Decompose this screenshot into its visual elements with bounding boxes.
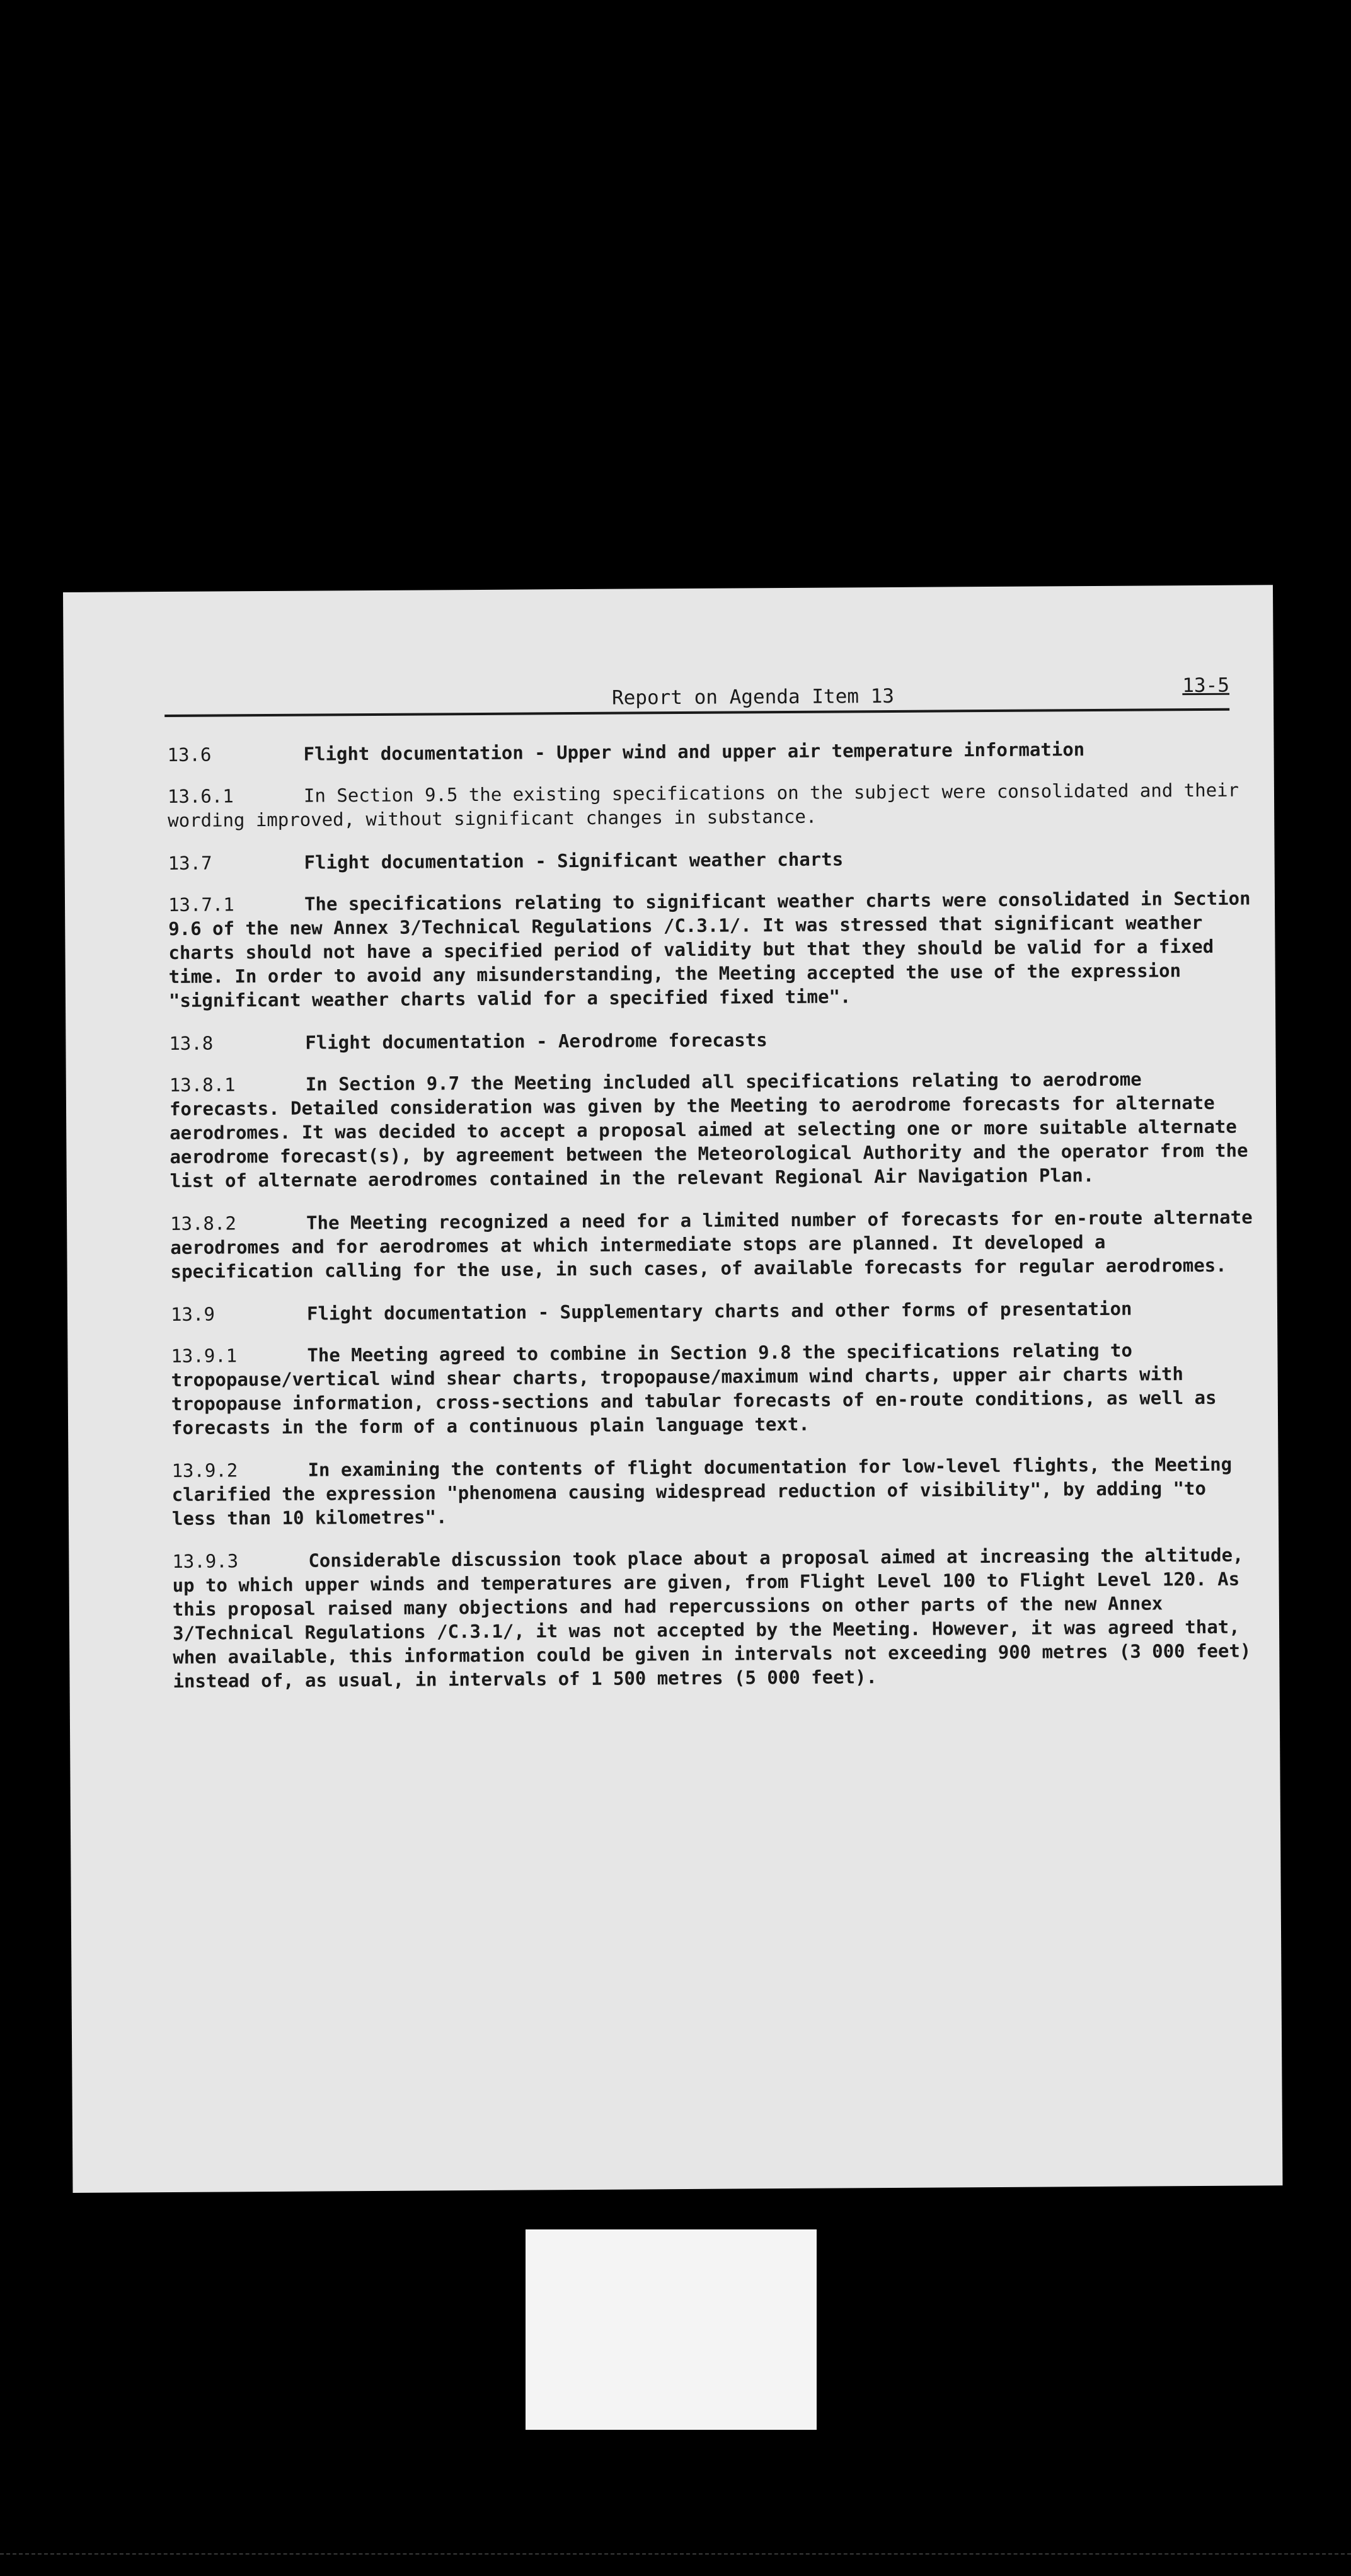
section-title: Flight documentation - Significant weather charts	[304, 848, 844, 873]
paragraph-text: Considerable discussion took place about a proposal aimed at increasing the altitude, up to which upper winds and temperatures are given, from Flight Level 100 to Flight Level 120. As this proposal raised many objections and had repercussions on other parts of the new Annex 3/Technical Regulations /C.3.1/, it was not accepted by the Meeting. However, it was agreed that, when available, this information could be given in intervals not exceeding 900 metres (3 000 feet) instead of, as usual, in intervals of 1 500 metres (5 000 feet).	[172, 1544, 1251, 1692]
paragraph-number: 13.6.1	[167, 785, 234, 807]
blank-target-card	[526, 2229, 817, 2430]
paragraph	[170, 1205, 1255, 1284]
paragraph-text: The Meeting agreed to combine in Section 9.8 the specifications relating to tropopause/vertical wind shear charts, tropopause/maximum wind charts, upper air charts with tropopause information, cross-sections and tabular forecasts of en-route conditions, as well as forecasts in the form of a continuous plain language text.	[171, 1339, 1217, 1439]
section-heading	[171, 1296, 1255, 1326]
paragraph-text: The specifications relating to significant weather charts were consolidated in Section 9.6 of the new Annex 3/Technical Regulations /C.3.1/. It was stressed that significant weather charts should not have a specified period of validity but that they should be valid for a fixed time. In order to avoid any misunderstanding, the Meeting accepted the use of the expression "significant weather charts valid for a specified fixed time".	[168, 887, 1251, 1011]
section-heading	[168, 844, 1252, 875]
paragraph-number: 13.7.1	[168, 894, 234, 916]
section-number: 13.8	[169, 1032, 214, 1054]
section-heading	[169, 1025, 1253, 1055]
paragraph	[171, 1452, 1256, 1531]
section-number: 13.9	[170, 1303, 215, 1325]
section-title: Flight documentation - Upper wind and upper air temperature information	[303, 739, 1085, 765]
document-page	[63, 585, 1282, 2193]
section-number: 13.7	[168, 852, 212, 874]
paragraph-number: 13.8.1	[169, 1074, 236, 1096]
paragraph-text: The Meeting recognized a need for a limited number of forecasts for en-route alternate aerodromes and for aerodromes at which intermediate stops are planned. It developed a specification calling for the use, in such cases, of available forecasts for regular aerodromes.	[170, 1206, 1253, 1282]
film-edge	[0, 2553, 1351, 2556]
paragraph-text: In Section 9.7 the Meeting included all specifications relating to aerodrome forecasts. Detailed consideration was given by the Meeting to aerodrome forecasts for alternate aerodromes. It was decided to accept a proposal aimed at selecting one or more suitable alternate aerodrome forecast(s), by agreement between the Meteorological Authority and the operator from the list of alternate aerodromes contained in the relevant Regional Air Navigation Plan.	[169, 1068, 1248, 1192]
section-title: Flight documentation - Supplementary charts and other forms of presentation	[306, 1297, 1132, 1325]
header-title: Report on Agenda Item 13	[611, 684, 895, 710]
paragraph	[170, 1066, 1254, 1193]
paragraph	[171, 1337, 1255, 1440]
paragraph-number: 13.9.3	[172, 1550, 239, 1572]
paragraph	[168, 778, 1251, 832]
paragraph-number: 13.8.2	[170, 1212, 236, 1234]
paragraph	[172, 1543, 1256, 1693]
page-header	[164, 674, 1230, 717]
document-body	[167, 736, 1256, 1711]
paragraph-text: In examining the contents of flight documentation for low-level flights, the Meeting clarified the expression "phenomena causing widespread reduction of visibility", by adding "to less than 10 kilometres".	[171, 1453, 1233, 1529]
section-title: Flight documentation - Aerodrome forecasts	[305, 1029, 767, 1054]
page-number: 13-5	[1182, 674, 1230, 698]
paragraph-number: 13.9.2	[171, 1459, 238, 1481]
section-heading	[167, 736, 1251, 767]
paragraph-text: In Section 9.5 the existing specifications on the subject were consolidated and their wording improved, without significant changes in substance.	[168, 779, 1239, 831]
section-number: 13.6	[167, 744, 212, 766]
paragraph-number: 13.9.1	[171, 1345, 238, 1367]
paragraph	[168, 886, 1253, 1013]
